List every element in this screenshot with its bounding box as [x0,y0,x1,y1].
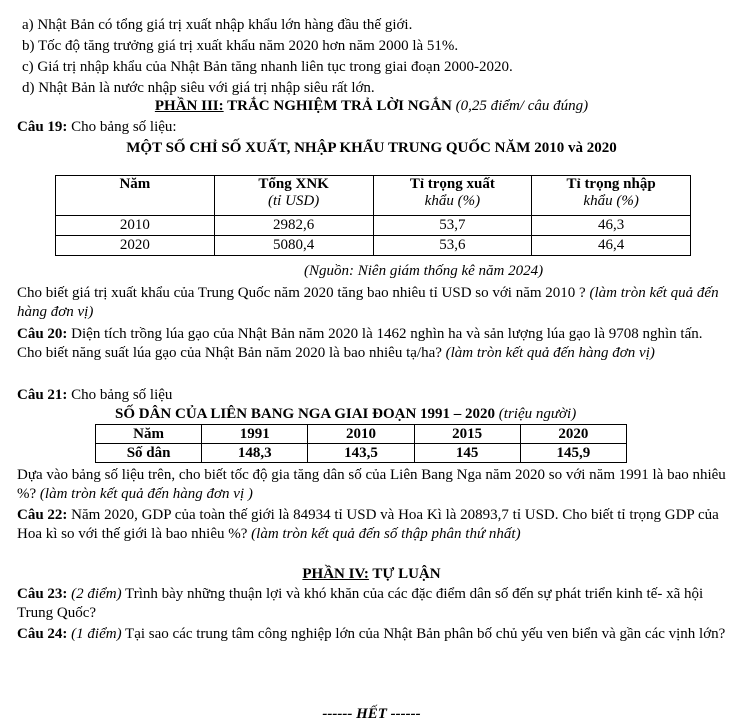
table-cell: 143,5 [308,444,414,463]
table-cell: 46,3 [532,216,691,236]
q20-hint: (làm tròn kết quả đến hàng đơn vị) [445,345,655,361]
q20-label: Câu 20: [17,326,68,342]
option-b: b) Tốc độ tăng trưởng giá trị xuất khẩu năm 2020 hơn năm 2000 là 51%. [22,38,459,54]
table-cell: 2010 [56,216,215,236]
table-cell: 1991 [202,425,308,444]
q21-question: Dựa vào bảng số liệu trên, cho biết tốc độ gia tăng dân số của Liên Bang Nga năm 2020 so với năm 1991 là bao nhiêu %? (làm tròn kết quả đến hàng đơn vị ) [17,467,726,502]
q21-table [95,424,627,463]
q23-label: Câu 23: [17,586,68,602]
q22-hint: (làm tròn kết quả đến số thập phân thứ nhất) [251,526,521,542]
part3-note: (0,25 điểm/ câu đúng) [455,98,589,114]
table-cell: 53,6 [373,236,532,256]
table-cell: 46,4 [532,236,691,256]
q19-header-cell: Tỉ trọng nhập khẩu (%) [532,176,691,216]
table-cell: 2020 [56,236,215,256]
table-cell: 53,7 [373,216,532,236]
part4-title-rest: TỰ LUẬN [368,566,441,582]
part3-title-rest: TRẮC NGHIỆM TRẢ LỜI NGẮN [223,98,456,114]
q19-table-title: MỘT SỐ CHỈ SỐ XUẤT, NHẬP KHẨU TRUNG QUỐC NĂM 2010 và 2020 [126,140,617,156]
q19-header-cell: Tổng XNK (tỉ USD) [214,176,373,216]
q21-intro [17,386,172,405]
q21-label: Câu 21: [17,387,68,403]
part4-title: PHẦN IV: [302,566,369,582]
q19-header-row [56,176,691,216]
part4-heading [0,565,743,584]
q23-points: (2 điểm) [67,586,122,602]
q23-text: Trình bày những thuận lợi và khó khăn của các đặc điểm dân số đến sự phát triển kinh tế- xã hội Trung Quốc? [17,586,704,621]
q22 [17,506,729,544]
table-cell: 2015 [414,425,520,444]
q19-intro [17,118,177,137]
q19-header-cell: Tỉ trọng xuất khẩu (%) [373,176,532,216]
q21-table-title: SỐ DÂN CỦA LIÊN BANG NGA GIAI ĐOẠN 1991 – 2020 (triệu người) [115,406,577,422]
table-cell: Số dân [96,444,202,463]
q19-source: (Nguồn: Niên giám thống kê năm 2024) [304,263,544,279]
table-cell: 5080,4 [214,236,373,256]
table-cell: 2010 [308,425,414,444]
q24-text: Tại sao các trung tâm công nghiệp lớn của Nhật Bản phân bố chủ yếu ven biển và gần các vịnh lớn? [121,626,726,642]
q20-text: Diện tích trồng lúa gạo của Nhật Bản năm 2020 là 1462 nghìn ha và sản lượng lúa gạo là 9708 nghìn tấn. Cho biết năng suất lúa gạo của Nhật Bản năm 2020 là bao nhiêu tạ/ha? [17,326,703,361]
end-marker: ------ HẾT ------ [322,706,421,722]
table-cell: 2020 [520,425,626,444]
table-row [56,236,691,256]
q19-header-cell: Năm [56,176,215,216]
q19-label: Câu 19: [17,119,68,135]
q24-label: Câu 24: [17,626,68,642]
q21-text: Cho bảng số liệu [67,387,173,403]
option-a: a) Nhật Bản có tổng giá trị xuất nhập khẩu lớn hàng đầu thế giới. [22,17,413,33]
q19-question: Cho biết giá trị xuất khẩu của Trung Quốc năm 2020 tăng bao nhiêu tỉ USD so với năm 2010 ? (làm tròn kết quả đến hàng đơn vị) [17,285,719,320]
option-c: c) Giá trị nhập khẩu của Nhật Bản tăng nhanh liên tục trong giai đoạn 2000-2020. [22,59,513,75]
q19-table [55,175,691,256]
q22-label: Câu 22: [17,507,68,523]
part3-heading [0,97,743,116]
q19-text: Cho bảng số liệu: [67,119,177,135]
q21-hint: (làm tròn kết quả đến hàng đơn vị ) [39,486,253,502]
q22-text: Năm 2020, GDP của toàn thế giới là 84934 tỉ USD và Hoa Kì là 20893,7 tỉ USD. Cho biết tỉ trọng GDP của Hoa kì so với thế giới là bao nhiêu %? [17,507,719,542]
table-row [96,425,627,444]
q19-hint: (làm tròn kết quả đến hàng đơn vị) [17,285,719,320]
table-cell: 145,9 [520,444,626,463]
q24 [17,625,729,644]
table-cell: 145 [414,444,520,463]
q20 [17,325,729,363]
table-cell: 2982,6 [214,216,373,236]
q23 [17,585,729,623]
q24-points: (1 điểm) [67,626,122,642]
table-row [56,216,691,236]
table-cell: Năm [96,425,202,444]
table-cell: 148,3 [202,444,308,463]
option-d: d) Nhật Bản là nước nhập siêu với giá trị nhập siêu rất lớn. [22,80,375,96]
part3-title: PHẦN III: [154,98,224,114]
table-row [96,444,627,463]
